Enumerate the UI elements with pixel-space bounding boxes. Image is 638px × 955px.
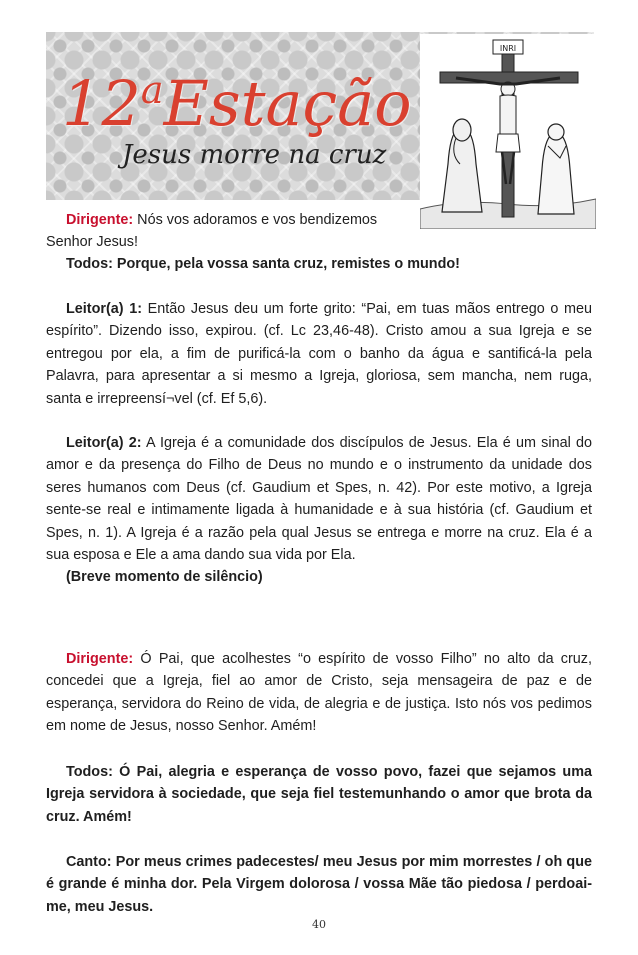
inri-sign: INRI [499, 44, 517, 53]
leitor2-text: A Igreja é a comunidade dos discípulos de Jesus. Ela é um sinal do amor e da presença do Filho de Deus no mundo e o instrumento da unidade dos seres humanos com Deus (cf. Gaudium et Spes, n. 42). Por este motivo, a Igreja sente-se real e intimamente ligada à humanidade e à sua história (cf. Gaudium et Spes, n. 1). A Igreja é a razão pela qual Jesus se entrega e morre na cruz. Ela é a sua esposa e Ele a ama dando sua vida por Ela. [46, 435, 592, 564]
station-superscript: a [140, 68, 164, 112]
prayer-label: Dirigente: [66, 651, 134, 667]
station-subtitle: Jesus morre na cruz [122, 140, 387, 170]
leitor1-paragraph [46, 298, 592, 410]
prayer-text: Ó Pai, que acolhestes “o espírito de vosso Filho” no alto da cruz, concedei que a Igreja, fiel ao amor de Cristo, seja mensageira de paz e de esperança, servidora do Reino de vida, de alegria e de justiça. Isto nós vos pedimos em nome de Jesus, nosso Senhor. Amém! [46, 651, 592, 735]
todos-intro: Todos: Porque, pela vossa santa cruz, remistes o mundo! [66, 256, 460, 273]
dirigente-intro-text-2: Senhor Jesus! [46, 234, 138, 250]
dirigente-intro-text: Nós vos adoramos e vos bendizemos [133, 212, 378, 228]
station-number: 12 [62, 67, 141, 140]
canto-paragraph: Canto: Por meus crimes padecestes/ meu Jesus por mim morrestes / oh que é grande é minha dor. Pela Virgem dolorosa / vossa Mãe tão piedosa / perdoai-me, meu Jesus. [46, 854, 592, 915]
dirigente-label: Dirigente: [66, 212, 134, 228]
leitor1-text: Então Jesus deu um forte grito: “Pai, em tuas mãos entrego o meu espírito”. Dizendo isso, expirou. (cf. Lc 23,46-48). Cristo amou a sua Igreja e se entregou por ela, a fim de purificá-la com o banho da água e santificá-la pela Palavra, para apresentar a si mesmo a Igreja, gloriosa, sem mancha, nem ruga, santa e irrepreensí¬vel (cf. Ef 5,6). [46, 301, 592, 407]
todos-response: Todos: Ó Pai, alegria e esperança de vosso povo, fazei que sejamos uma Igreja servidora à sociedade, que seja fiel testemunhando o amor que brota da cruz. Amém! [46, 764, 592, 825]
page-number: 40 [312, 918, 326, 931]
crucifixion-illustration [420, 34, 596, 229]
dirigente-intro-cont [46, 231, 592, 276]
station-title [62, 40, 412, 140]
leitor2-paragraph [46, 432, 592, 589]
crucifixion-icon [420, 34, 596, 229]
leitor2-label: Leitor(a) 2: [66, 435, 142, 451]
station-word: Estação [163, 67, 412, 140]
silence-note: (Breve momento de silêncio) [66, 569, 263, 586]
leitor1-label: Leitor(a) 1: [66, 301, 142, 317]
dirigente-intro [46, 209, 418, 231]
prayer-paragraph [46, 648, 592, 738]
